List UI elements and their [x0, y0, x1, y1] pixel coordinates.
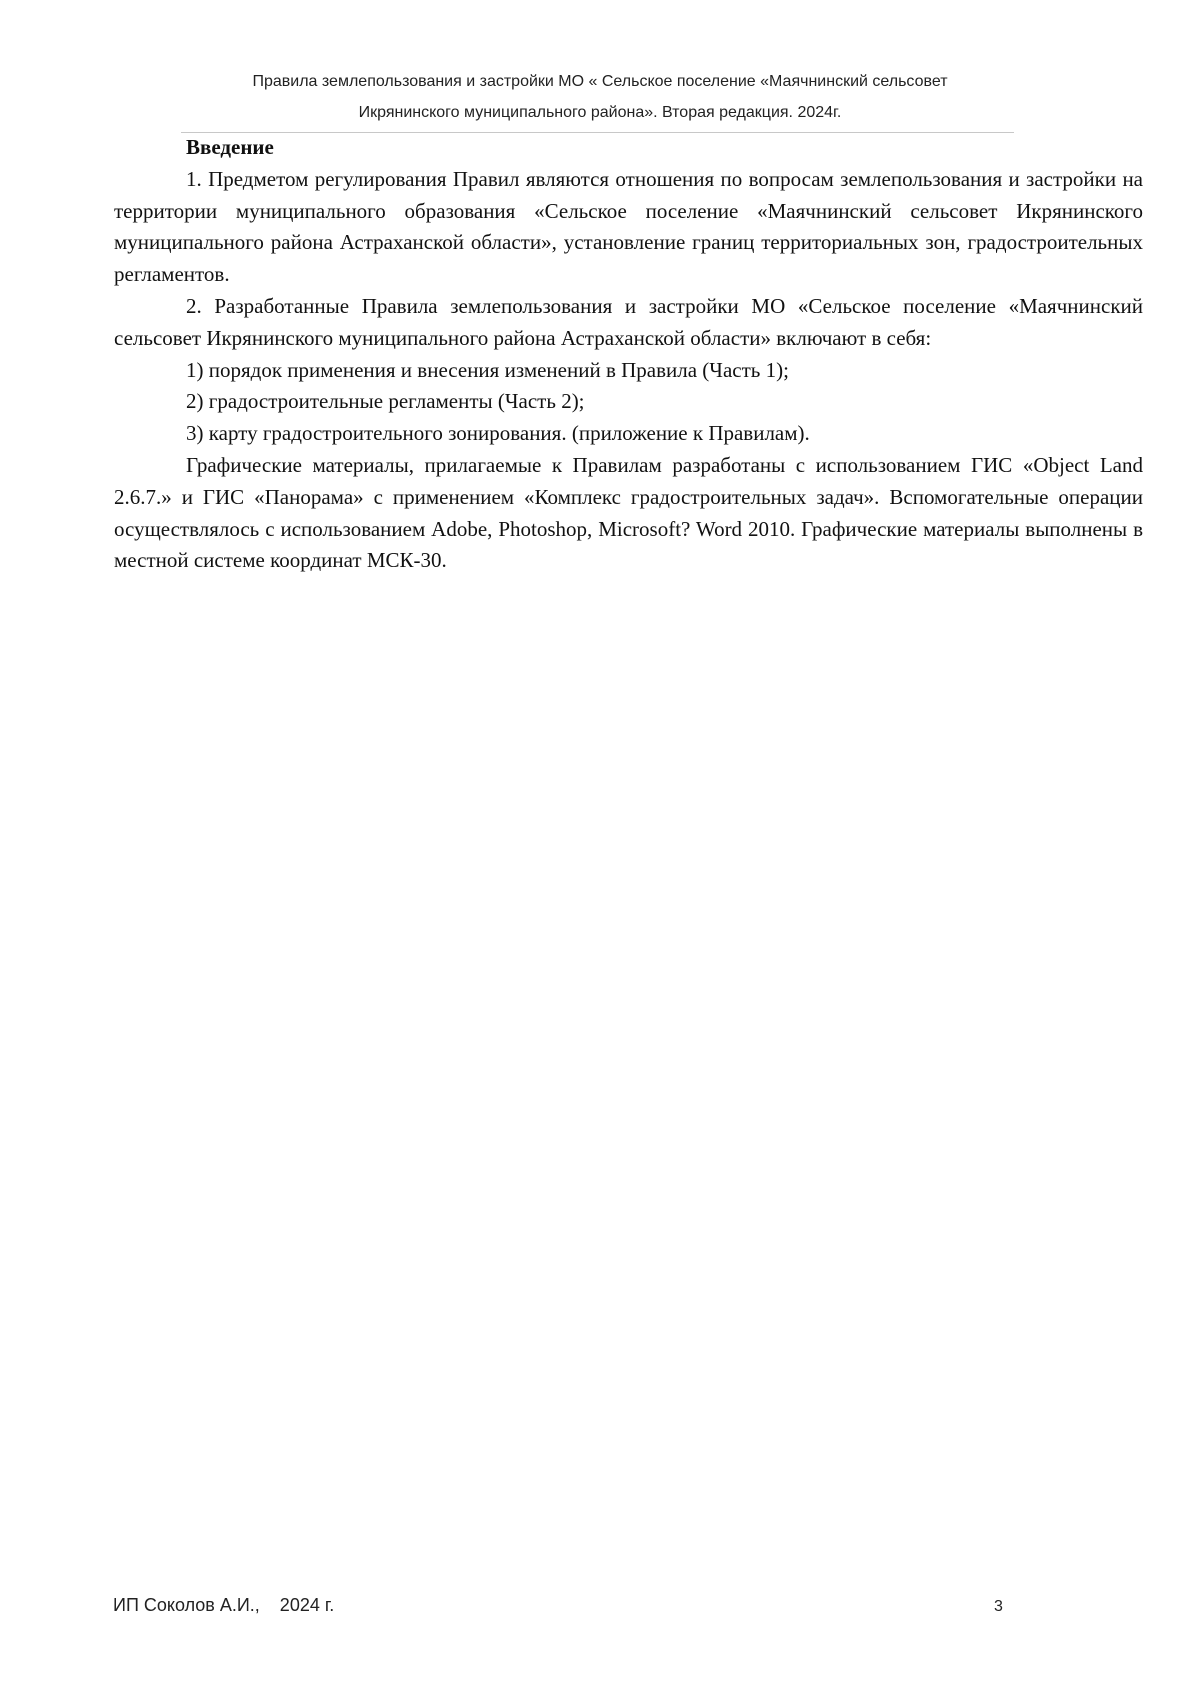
header-line-1: Правила землепользования и застройки МО « Сельское поселение «Маячнинский сельсовет	[252, 73, 948, 90]
paragraph-2: 2. Разработанные Правила землепользования и застройки МО «Сельское поселение «Маячнинский сельсовет Икрянинского муниципального района Астраханской области» включают в себя:	[114, 293, 1143, 350]
document-body	[114, 132, 1143, 577]
page-header	[180, 66, 1020, 128]
list-item: 2) градостроительные регламенты (Часть 2);	[186, 389, 585, 414]
paragraph-3: Графические материалы, прилагаемые к Правилам разработаны с использованием ГИС «Object Land 2.6.7.» и ГИС «Панорама» с применением «Комплекс градостроительных задач». Вспомогательные операции осуществлялось с использованием Adobe, Photoshop, Microsoft? Word 2010. Графические материалы выполнены в местной системе координат МСК-30.	[114, 452, 1143, 573]
header-line-2: Икрянинского муниципального района». Вторая редакция. 2024г.	[358, 104, 842, 121]
section-heading: Введение	[186, 135, 274, 159]
footer-author: ИП Соколов А.И., 2024 г.	[113, 1595, 335, 1615]
list-item: 1) порядок применения и внесения изменений в Правила (Часть 1);	[186, 357, 789, 382]
page-number: 3	[994, 1598, 1003, 1615]
paragraph-1: 1. Предметом регулирования Правил являются отношения по вопросам землепользования и застройки на территории муниципального образования «Сельское поселение «Маячнинский сельсовет Икрянинского муниципального района Астраханской области», установление границ территориальных зон, градостроительных регламентов.	[114, 166, 1143, 287]
list-item: 3) карту градостроительного зонирования. (приложение к Правилам).	[186, 421, 810, 446]
